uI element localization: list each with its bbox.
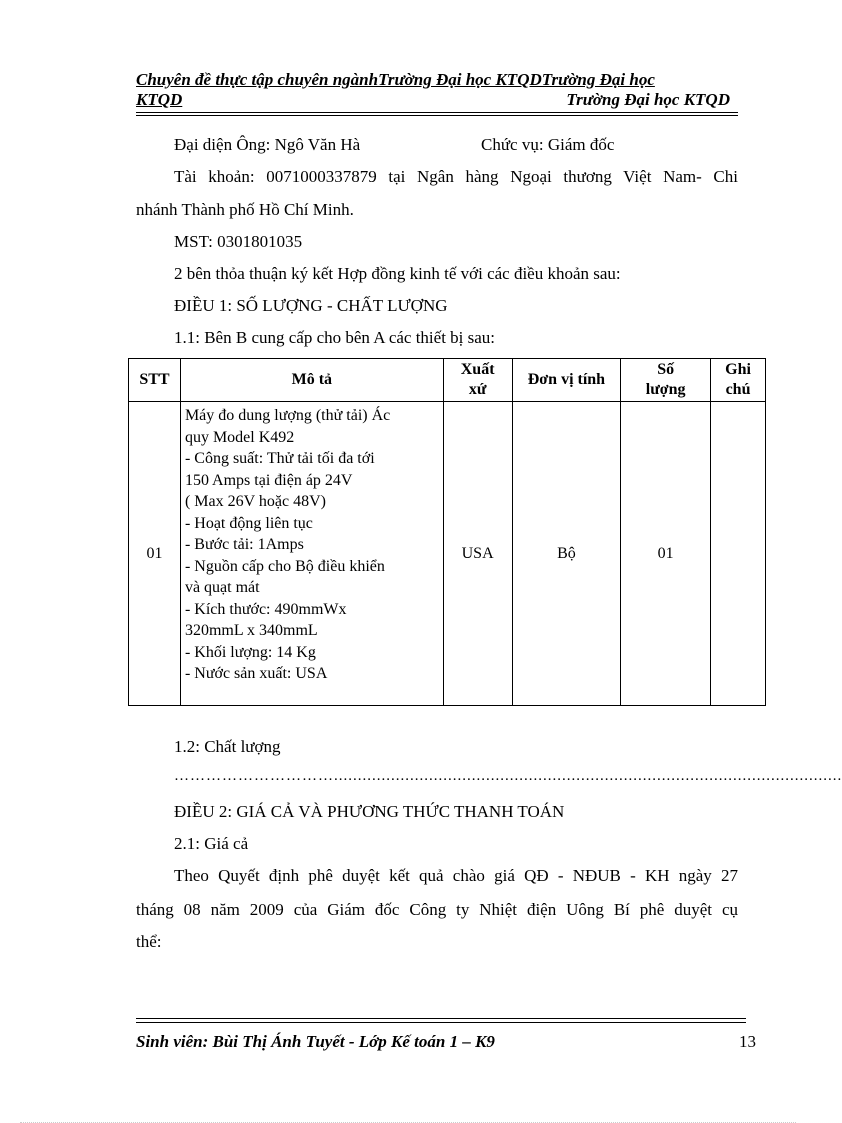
footer-student: Sinh viên: Bùi Thị Ánh Tuyết - Lớp Kế toán 1 – K9 [136,1032,495,1051]
representative: Đại diện Ông: Ngô Văn Hà [174,135,361,154]
col-header-stt: STT [129,359,181,402]
header-line-2 [136,90,738,110]
article-2-title: ĐIỀU 2: GIÁ CẢ VÀ PHƯƠNG THỨC THANH TOÁN [174,802,565,821]
desc-line: - Kích thước: 490mmWx [184,600,347,618]
position: Chức vụ: Giám đốc [481,135,615,154]
col-header-desc: Mô tả [180,359,443,402]
article-2-para-line-1: Theo Quyết định phê duyệt kết quả chào giá QĐ - NĐUB - KH ngày 27 [174,866,738,885]
desc-line: - Công suất: Thử tải tối đa tới [184,450,375,467]
article-1-title: ĐIỀU 1: SỐ LƯỢNG - CHẤT LƯỢNG [174,296,448,315]
desc-line: - Hoạt động liên tục [184,514,313,532]
article-2-para-line-3: thể: [136,932,162,951]
desc-line: Máy đo dung lượng (thử tải) Ác [184,407,391,424]
intro-text: 2 bên thỏa thuận ký kết Hợp đồng kinh tế với các điều khoản sau: [174,264,621,283]
cell-unit: Bộ [512,402,621,706]
desc-line: quy Model K492 [184,428,295,446]
desc-line: - Nguồn cấp cho Bộ điều khiển [184,557,385,575]
header-line-2-left: KTQD [136,90,183,109]
desc-line: 320mmL x 340mmL [184,622,318,639]
desc-line: - Bước tải: 1Amps [184,536,304,553]
page-header [136,70,738,110]
footer-rule-double [136,1022,746,1023]
col-header-note: Ghi chú [711,359,766,402]
cell-note [711,402,766,706]
header-rule-double [136,115,738,116]
cell-qty: 01 [621,402,711,706]
cell-origin: USA [443,402,512,706]
col-header-origin: Xuất xứ [443,359,512,402]
header-line-1: Chuyên đề thực tập chuyên ngànhTrường Đại học KTQDTrường Đại học [136,70,655,89]
desc-line: - Khối lượng: 14 Kg [184,643,316,661]
tax-code: MST: 0301801035 [174,232,303,251]
account-line-1: Tài khoản: 0071000337879 tại Ngân hàng Ngoại thương Việt Nam- Chi [174,167,738,186]
dotted-fill-line: …………………………........................................................................................................... [174,768,842,784]
article-1-sub-2: 1.2: Chất lượng [174,737,281,756]
col-header-qty: Số lượng [621,359,711,402]
header-line-2-right: Trường Đại học KTQD [566,90,730,109]
cell-stt: 01 [129,402,181,706]
table-row [129,402,766,706]
footer-rule [136,1018,746,1019]
desc-line: 150 Amps tại điện áp 24V [184,471,353,489]
desc-line: - Nước sản xuất: USA [184,665,328,682]
header-rule [136,112,738,113]
cell-desc [180,402,443,706]
equipment-table [128,358,766,706]
table-header-row [129,359,766,402]
col-header-unit: Đơn vị tính [512,359,621,402]
page-number: 13 [739,1032,756,1051]
article-2-sub-1: 2.1: Giá cả [174,834,249,853]
article-2-para-line-2: tháng 08 năm 2009 của Giám đốc Công ty Nhiệt điện Uông Bí phê duyệt cụ [136,900,738,919]
desc-line: ( Max 26V hoặc 48V) [184,493,326,510]
account-line-2: nhánh Thành phố Hồ Chí Minh. [136,200,354,219]
article-1-sub-1: 1.1: Bên B cung cấp cho bên A các thiết bị sau: [174,328,496,347]
desc-line: và quạt mát [184,579,260,596]
